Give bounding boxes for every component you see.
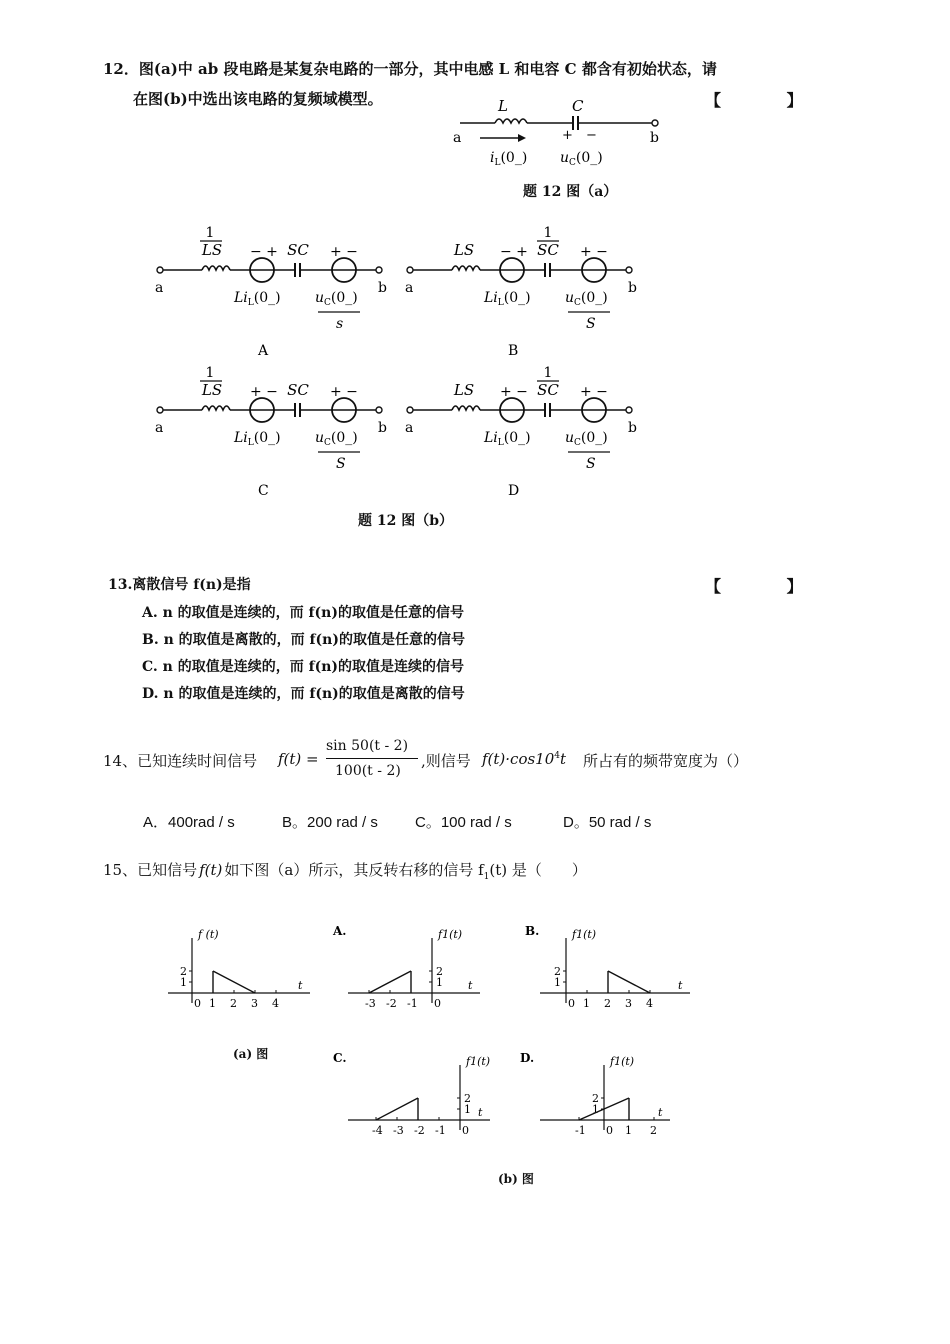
x-tick-label: 0	[434, 997, 441, 1010]
fa-label-L: L	[498, 97, 508, 115]
q14-option-c[interactable]: C。100 rad / s	[415, 814, 512, 831]
y-tick-label: 1	[436, 976, 443, 989]
capacitor-label: SC	[287, 381, 309, 399]
source2-polarity: + −	[580, 244, 608, 260]
q13-option-b[interactable]: B. n 的取值是离散的，而 f(n)的取值是任意的信号	[142, 632, 465, 648]
q14-option-a[interactable]: A．400rad / s	[143, 814, 235, 831]
y-axis-label: f1(t)	[466, 1055, 491, 1068]
source2-label: $u_C(0\_)$	[315, 290, 358, 308]
signal-slope	[369, 971, 411, 993]
signal-slope	[213, 971, 255, 993]
q15-plot-d[interactable]	[520, 1051, 670, 1137]
x-tick-label: -3	[365, 997, 376, 1010]
q12-line2: 在图(b)中选出该电路的复频域模型。	[133, 90, 383, 108]
source1-polarity: − +	[500, 244, 528, 260]
plot-letter: D.	[520, 1051, 535, 1065]
y-axis-label: f (t)	[198, 928, 219, 941]
q14-option-d[interactable]: D。50 rad / s	[563, 814, 652, 831]
q14-suffix: 所占有的频带宽度为（）	[583, 752, 749, 770]
q12-fig-a-caption: 题 12 图（a）	[523, 184, 618, 200]
source2-polarity: + −	[580, 384, 608, 400]
fa-il-label: $i_L(0\_)$	[490, 150, 528, 168]
q14-fraction-bar	[326, 758, 418, 759]
q15-fig-a-caption: (a) 图	[233, 1047, 269, 1061]
x-tick-label: 1	[625, 1124, 632, 1137]
source2-polarity: + −	[330, 384, 358, 400]
x-axis-label: t	[468, 979, 473, 992]
node-b-label: b	[378, 420, 387, 436]
y-tick-label: 2	[436, 965, 443, 978]
capacitor-num: 1	[543, 365, 553, 381]
q13-option-a[interactable]: A. n 的取值是连续的，而 f(n)的取值是任意的信号	[142, 605, 464, 621]
x-tick-label: -1	[407, 997, 418, 1010]
inductor-den: LS	[201, 241, 223, 259]
q12-line1: 12．图(a)中 ab 段电路是某复杂电路的一部分，其中电感 L 和电容 C 都含有初始状态，请	[103, 60, 717, 78]
capacitor-num: 1	[543, 225, 553, 241]
source1-polarity: + −	[500, 384, 528, 400]
x-tick-label: -1	[575, 1124, 586, 1137]
fa-uc-label: $u_C(0\_)$	[560, 150, 603, 168]
fa-minus: −	[586, 128, 597, 143]
node-b-label: b	[378, 280, 387, 296]
q15-plot-fa[interactable]	[168, 928, 310, 1010]
y-axis-label: f1(t)	[572, 928, 597, 941]
inductor-symbol	[452, 266, 480, 270]
q12-option-c[interactable]	[155, 365, 387, 499]
node-b-label: b	[628, 420, 637, 436]
inductor-symbol	[495, 119, 527, 123]
source1-polarity: − +	[250, 244, 278, 260]
q14-prefix: 14、已知连续时间信号	[103, 752, 258, 770]
source2-label: $u_C(0\_)$	[565, 430, 608, 448]
q14-ft: f(t) =	[278, 750, 319, 768]
source2-den: S	[586, 316, 596, 332]
option-letter: D	[508, 483, 520, 499]
x-tick-label: 0	[462, 1124, 469, 1137]
q14-denominator: 100(t - 2)	[335, 763, 401, 779]
current-arrow-icon	[518, 134, 526, 142]
y-tick-label: 1	[592, 1103, 599, 1116]
q15-stem: 15、已知信号 f(t) 如下图（a）所示，其反转右移的信号 $f_1(t)$ 是（ ）	[103, 861, 587, 882]
q15-plots	[160, 915, 700, 1145]
x-tick-label: -1	[435, 1124, 446, 1137]
q12-option-a[interactable]	[155, 225, 387, 359]
q12-figure-a	[440, 95, 680, 175]
y-tick-label: 1	[464, 1103, 471, 1116]
q13-option-d[interactable]: D. n 的取值是连续的，而 f(n)的取值是离散的信号	[142, 686, 465, 702]
x-tick-label: 1	[209, 997, 216, 1010]
q15-plot-b[interactable]	[525, 924, 690, 1010]
node-a-label: a	[155, 280, 164, 296]
plot-letter: B.	[525, 924, 540, 938]
x-tick-label: 1	[583, 997, 590, 1010]
q12-answer-bracket[interactable]: 【 】	[705, 91, 833, 110]
signal-slope	[608, 971, 650, 993]
inductor-symbol	[202, 266, 230, 270]
y-tick-label: 1	[180, 976, 187, 989]
x-tick-label: 0	[606, 1124, 613, 1137]
source1-polarity: + −	[250, 384, 278, 400]
inductor-den: LS	[201, 381, 223, 399]
capacitor-label: SC	[287, 241, 309, 259]
source2-polarity: + −	[330, 244, 358, 260]
inductor-symbol	[202, 406, 230, 410]
node-a-label: a	[155, 420, 164, 436]
plot-letter: C.	[333, 1051, 347, 1065]
fa-node-b: b	[650, 130, 659, 146]
inductor-num: 1	[205, 365, 215, 381]
q15-plot-c[interactable]	[333, 1051, 490, 1137]
y-axis-label: f1(t)	[610, 1055, 635, 1068]
q12-option-d[interactable]	[405, 365, 637, 499]
fa-label-C: C	[572, 97, 584, 115]
inductor-symbol	[452, 406, 480, 410]
q14-expression: $f(t)\cdot\cos 10^4t$	[482, 750, 567, 768]
y-tick-label: 2	[554, 965, 561, 978]
inductor-num: 1	[205, 225, 215, 241]
fa-node-a: a	[453, 130, 462, 146]
q12-option-b[interactable]	[405, 225, 637, 359]
source1-label: $Li_L(0\_)$	[234, 290, 281, 308]
q12-fig-b-caption: 题 12 图（b）	[358, 513, 454, 529]
y-tick-label: 2	[180, 965, 187, 978]
source1-label: $Li_L(0\_)$	[484, 290, 531, 308]
y-tick-label: 2	[592, 1092, 599, 1105]
q13-option-c[interactable]: C. n 的取值是连续的，而 f(n)的取值是连续的信号	[142, 659, 465, 675]
node-a-label: a	[405, 420, 414, 436]
x-axis-label: t	[298, 979, 303, 992]
option-letter: B	[508, 343, 519, 359]
x-tick-label: -3	[393, 1124, 404, 1137]
q15-plot-a[interactable]	[332, 924, 480, 1010]
capacitor-den: SC	[537, 381, 559, 399]
q12-figure-b	[150, 222, 650, 512]
source2-den: S	[586, 456, 596, 472]
q13-stem: 13.离散信号 f(n)是指	[108, 577, 251, 593]
node-b-label: b	[628, 280, 637, 296]
x-tick-label: 2	[230, 997, 237, 1010]
x-tick-label: -4	[372, 1124, 383, 1137]
source1-label: $Li_L(0\_)$	[484, 430, 531, 448]
x-tick-label: 3	[251, 997, 258, 1010]
q15-fig-b-caption: (b) 图	[498, 1172, 534, 1186]
q14-option-b[interactable]: B。200 rad / s	[282, 814, 378, 831]
inductor-label: LS	[453, 381, 475, 399]
x-axis-label: t	[478, 1106, 483, 1119]
x-tick-label: 0	[568, 997, 575, 1010]
x-tick-label: 4	[272, 997, 279, 1010]
source2-den: s	[336, 316, 344, 332]
signal-slope	[376, 1098, 418, 1120]
y-axis-label: f1(t)	[438, 928, 463, 941]
capacitor-den: SC	[537, 241, 559, 259]
q14-mid: ,则信号	[421, 752, 471, 770]
source1-label: $Li_L(0\_)$	[234, 430, 281, 448]
x-tick-label: 2	[650, 1124, 657, 1137]
source2-label: $u_C(0\_)$	[565, 290, 608, 308]
x-axis-label: t	[658, 1106, 663, 1119]
x-tick-label: 3	[625, 997, 632, 1010]
source2-label: $u_C(0\_)$	[315, 430, 358, 448]
inductor-label: LS	[453, 241, 475, 259]
source2-den: S	[336, 456, 346, 472]
fa-plus: +	[562, 128, 573, 143]
x-tick-label: 0	[194, 997, 201, 1010]
option-letter: C	[258, 483, 269, 499]
x-tick-label: -2	[386, 997, 397, 1010]
y-tick-label: 2	[464, 1092, 471, 1105]
x-tick-label: -2	[414, 1124, 425, 1137]
y-tick-label: 1	[554, 976, 561, 989]
plot-letter: A.	[333, 924, 347, 938]
option-letter: A	[258, 343, 269, 359]
q13-answer-bracket[interactable]: 【 】	[705, 577, 833, 596]
node-a-label: a	[405, 280, 414, 296]
x-tick-label: 4	[646, 997, 653, 1010]
q14-numerator: sin 50(t - 2)	[326, 738, 409, 754]
x-tick-label: 2	[604, 997, 611, 1010]
x-axis-label: t	[678, 979, 683, 992]
